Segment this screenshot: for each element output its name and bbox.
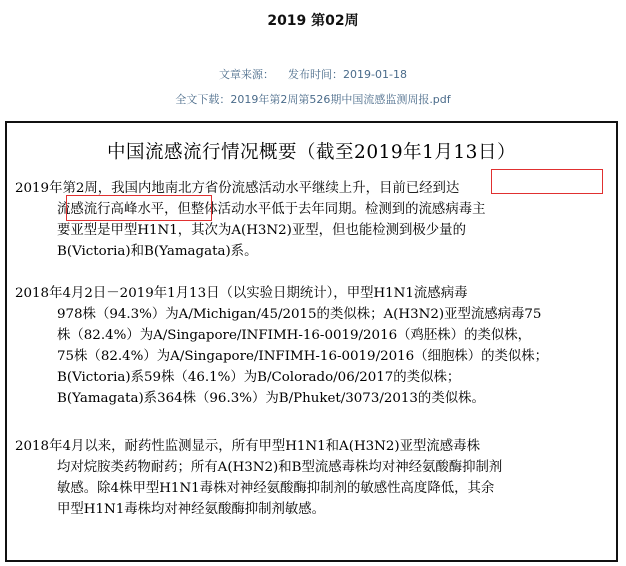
publish-time-label: 发布时间： [288,68,344,81]
summary-title: 中国流感流行情况概要（截至2019年1月13日） [107,142,516,163]
paragraph-drug-resistance [15,436,613,520]
paragraph-line: B(Victoria)系59株（46.1%）为B/Colorado/06/2017的类似株； [57,370,461,385]
paragraph-line: 甲型H1N1毒株均对神经氨酸酶抑制剂敏感。 [57,502,326,517]
paragraph-current-status [15,178,613,262]
download-row [0,91,626,107]
paragraph-line: 流感流行高峰水平，但整体活动水平低于去年同期。检测到的流感病毒主 [57,202,486,217]
article-heading: 2019 第02周 [267,13,359,29]
source-label: 文章来源： [219,68,275,81]
paragraph-line: 978株（94.3%）为A/Michigan/45/2015的类似株；A(H3N2)亚型流感病毒75 [57,307,542,322]
paragraph-line: 2018年4月2日－2019年1月13日（以实验日期统计），甲型H1N1流感病毒 [15,286,468,301]
paragraph-line: B(Victoria)和B(Yamagata)系。 [57,244,258,259]
publish-date: 2019-01-18 [343,68,407,81]
paragraph-line: 株（82.4%）为A/Singapore/INFIMH-16-0019/2016（鸡胚株）的类似株， [57,328,532,343]
download-pdf-link[interactable]: 2019年第2周第526期中国流感监测周报.pdf [230,93,451,106]
paragraph-antigenic-analysis [15,283,613,409]
paragraph-line: 要亚型是甲型H1N1，其次为A(H3N2)亚型，但也能检测到极少量的 [57,223,466,238]
summary-image-box [5,121,618,562]
paragraph-line: 75株（82.4%）为A/Singapore/INFIMH-16-0019/2016（细胞株）的类似株； [57,349,549,364]
paragraph-line: 均对烷胺类药物耐药；所有A(H3N2)和B型流感毒株均对神经氨酸酶抑制剂 [57,460,503,475]
paragraph-line: 敏感。除4株甲型H1N1毒株对神经氨酸酶抑制剂的敏感性高度降低，其余 [57,481,495,496]
paragraph-line: B(Yamagata)系364株（96.3%）为B/Phuket/3073/2013的类似株。 [57,391,485,406]
paragraph-line: 2019年第2周，我国内地南北方省份流感活动水平继续上升，目前已经到达 [15,181,460,196]
paragraph-line: 2018年4月以来，耐药性监测显示，所有甲型H1N1和A(H3N2)亚型流感毒株 [15,439,480,454]
download-label: 全文下载： [175,93,231,106]
article-meta [0,66,626,82]
